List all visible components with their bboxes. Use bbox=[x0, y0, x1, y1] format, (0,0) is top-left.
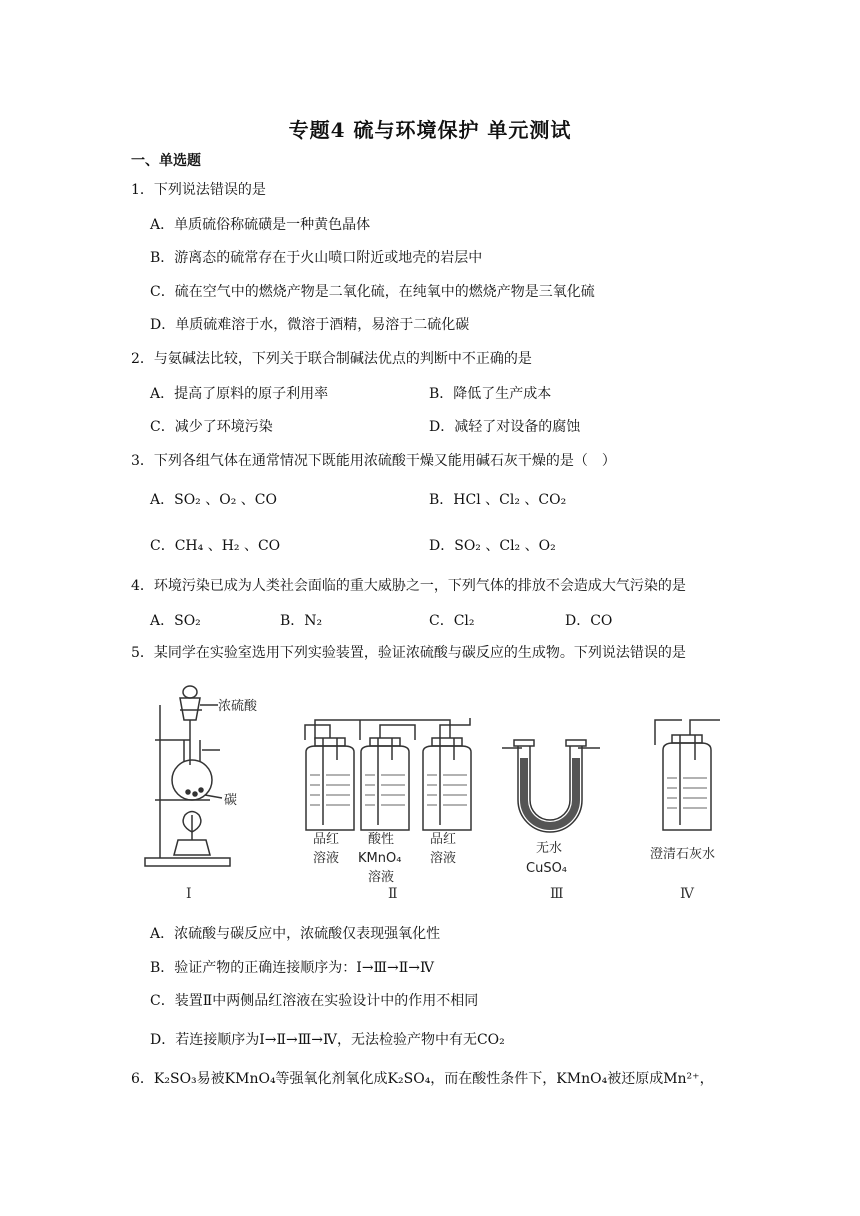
numeral-I: Ⅰ bbox=[186, 886, 192, 902]
label-carbon: 碳 bbox=[224, 793, 238, 808]
limewater-label: 澄清石灰水 bbox=[650, 847, 716, 862]
q4-option-a: A．SO₂ bbox=[150, 613, 201, 629]
numeral-III: Ⅲ bbox=[550, 886, 564, 902]
question-4-stem: 4．环境污染已成为人类社会面临的重大威胁之一，下列气体的排放不会造成大气污染的是 bbox=[131, 578, 686, 594]
q2-option-c: C．减少了环境污染 bbox=[150, 419, 273, 435]
bottle3-label-line2: 溶液 bbox=[430, 851, 457, 866]
numeral-IV: Ⅳ bbox=[680, 886, 694, 902]
q4-option-c: C．Cl₂ bbox=[429, 613, 475, 629]
page-title: 专题4 硫与环境保护 单元测试 bbox=[288, 118, 572, 142]
bottle2-label-line1: 酸性 bbox=[368, 832, 395, 847]
q2-option-d: D．减轻了对设备的腐蚀 bbox=[429, 419, 581, 435]
q3-option-a: A．SO₂ 、O₂ 、CO bbox=[150, 492, 277, 508]
q4-option-b: B．N₂ bbox=[280, 613, 323, 629]
q3-option-b: B．HCl 、Cl₂ 、CO₂ bbox=[429, 492, 567, 508]
question-3-stem: 3．下列各组气体在通常情况下既能用浓硫酸干燥又能用碱石灰干燥的是（ ） bbox=[131, 453, 616, 469]
label-conc-sulfuric-acid: 浓硫酸 bbox=[218, 699, 258, 714]
utube-label-line1: 无水 bbox=[536, 841, 563, 856]
q3-option-c: C．CH₄ 、H₂ 、CO bbox=[150, 538, 281, 554]
question-6-stem: 6．K₂SO₃易被KMnO₄等强氧化剂氧化成K₂SO₄，而在酸性条件下，KMnO₄被还原成Mn²⁺， bbox=[131, 1071, 714, 1087]
q2-option-a: A．提高了原料的原子利用率 bbox=[150, 386, 329, 402]
question-1-stem: 1．下列说法错误的是 bbox=[131, 182, 266, 198]
bottle2-label-line3: 溶液 bbox=[368, 870, 395, 885]
q5-option-c: C．装置Ⅱ中两侧品红溶液在实验设计中的作用不相同 bbox=[150, 993, 479, 1009]
utube-label-line2: CuSO₄ bbox=[526, 861, 568, 876]
apparatus-figure bbox=[130, 680, 740, 905]
q4-option-d: D．CO bbox=[565, 613, 613, 629]
q3-option-d: D．SO₂ 、Cl₂ 、O₂ bbox=[429, 538, 556, 554]
q5-option-a: A．浓硫酸与碳反应中，浓硫酸仅表现强氧化性 bbox=[150, 926, 441, 942]
q1-option-c: C．硫在空气中的燃烧产物是二氧化硫，在纯氧中的燃烧产物是三氧化硫 bbox=[150, 284, 595, 300]
bottle1-label-line2: 溶液 bbox=[313, 851, 340, 866]
bottle1-label-line1: 品红 bbox=[313, 832, 340, 847]
section-heading: 一、单选题 bbox=[131, 153, 201, 169]
q1-option-d: D．单质硫难溶于水，微溶于酒精，易溶于二硫化碳 bbox=[150, 317, 470, 333]
question-5-stem: 5．某同学在实验室选用下列实验装置，验证浓硫酸与碳反应的生成物。下列说法错误的是 bbox=[131, 645, 686, 661]
numeral-II: Ⅱ bbox=[388, 886, 398, 902]
q5-option-d: D．若连接顺序为Ⅰ→Ⅱ→Ⅲ→Ⅳ，无法检验产物中有无CO₂ bbox=[150, 1032, 505, 1048]
q1-option-a: A．单质硫俗称硫磺是一种黄色晶体 bbox=[150, 217, 371, 233]
q5-option-b: B．验证产物的正确连接顺序为：Ⅰ→Ⅲ→Ⅱ→Ⅳ bbox=[150, 960, 435, 976]
question-2-stem: 2．与氨碱法比较，下列关于联合制碱法优点的判断中不正确的是 bbox=[131, 351, 532, 367]
bottle3-label-line1: 品红 bbox=[430, 832, 457, 847]
q1-option-b: B．游离态的硫常存在于火山喷口附近或地壳的岩层中 bbox=[150, 250, 483, 266]
q2-option-b: B．降低了生产成本 bbox=[429, 386, 552, 402]
bottle2-label-line2: KMnO₄ bbox=[358, 851, 402, 866]
